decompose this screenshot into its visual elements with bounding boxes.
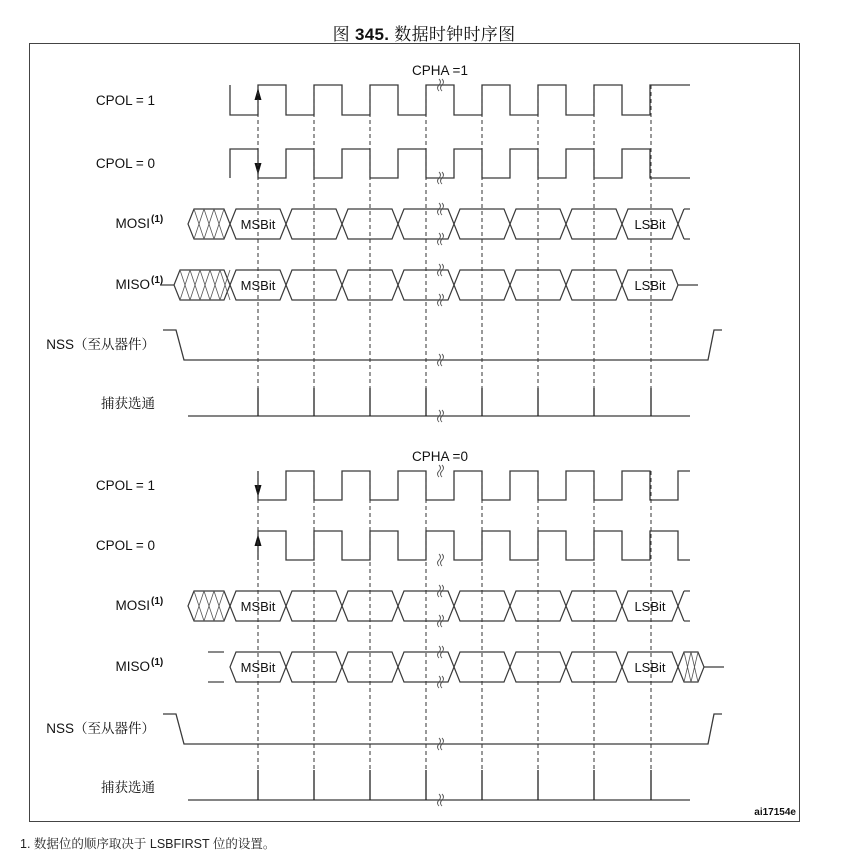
cpha1-cpol1-label: CPOL = 1 bbox=[95, 93, 155, 108]
cpha1-nss-waveform bbox=[163, 330, 722, 360]
cpha0-cpol0-label: CPOL = 0 bbox=[95, 538, 155, 553]
figure-title-prefix: 图 bbox=[332, 25, 355, 44]
cpha1-waveform-lsbit-label: LSBit bbox=[634, 278, 666, 293]
bus-undefined-cell bbox=[678, 652, 704, 682]
cpha1-phase-label: CPHA =1 bbox=[412, 63, 468, 78]
bus-edge bbox=[678, 209, 684, 239]
cpha1-strobe-label: 捕获选通 bbox=[101, 396, 155, 411]
cpha1-cpol0-label: CPOL = 0 bbox=[95, 156, 155, 171]
cpha0-nss-label: NSS（至从器件） bbox=[46, 721, 155, 736]
break-mark-icon bbox=[438, 554, 444, 566]
bus-edge bbox=[678, 591, 684, 621]
cpha1-mosi-superscript: (1) bbox=[151, 214, 164, 225]
break-stroke bbox=[441, 554, 444, 566]
cpha0-waveform-lsbit-label: LSBit bbox=[634, 660, 666, 675]
cpha1-waveform-msbit-label: MSBit bbox=[240, 217, 276, 232]
cpha0-nss-waveform bbox=[163, 714, 722, 744]
footnote: 1. 数据位的顺序取决于 LSBFIRST 位的设置。 bbox=[20, 837, 276, 851]
cpha0-phase-label: CPHA =0 bbox=[412, 449, 468, 464]
cpha0-cpol0-waveform bbox=[258, 531, 690, 560]
cpha1-cpol0-waveform bbox=[230, 149, 690, 178]
cpha1-miso-label: MISO bbox=[115, 277, 150, 292]
cpha0-waveform-msbit-label: MSBit bbox=[240, 660, 276, 675]
cpha0-mosi-superscript: (1) bbox=[151, 596, 164, 607]
cpha1-miso-superscript: (1) bbox=[151, 275, 164, 286]
cpha0-cpol1-label: CPOL = 1 bbox=[95, 478, 155, 493]
cpha0-miso-superscript: (1) bbox=[151, 657, 164, 668]
cpha0-mosi-label: MOSI bbox=[115, 598, 150, 613]
cpha0-miso-label: MISO bbox=[115, 659, 150, 674]
cpha1-waveform-msbit-label: MSBit bbox=[240, 278, 276, 293]
cpha0-waveform-lsbit-label: LSBit bbox=[634, 599, 666, 614]
cpha0-waveform-msbit-label: MSBit bbox=[240, 599, 276, 614]
cpha1-nss-label: NSS（至从器件） bbox=[46, 337, 155, 352]
cpha1-waveform-lsbit-label: LSBit bbox=[634, 217, 666, 232]
break-stroke bbox=[441, 465, 444, 477]
cpha1-cpol1-waveform bbox=[230, 85, 690, 115]
break-mark-icon bbox=[438, 465, 444, 477]
figure-title-text: 数据时钟时序图 bbox=[389, 25, 516, 44]
cpha0-cpol1-waveform bbox=[258, 471, 690, 500]
figure-number: 345. bbox=[354, 25, 390, 44]
reference-code: ai17154e bbox=[754, 807, 796, 818]
cpha0-strobe-label: 捕获选通 bbox=[101, 780, 155, 795]
break-stroke bbox=[438, 465, 441, 477]
cpha1-mosi-label: MOSI bbox=[115, 216, 150, 231]
break-stroke bbox=[438, 554, 441, 566]
